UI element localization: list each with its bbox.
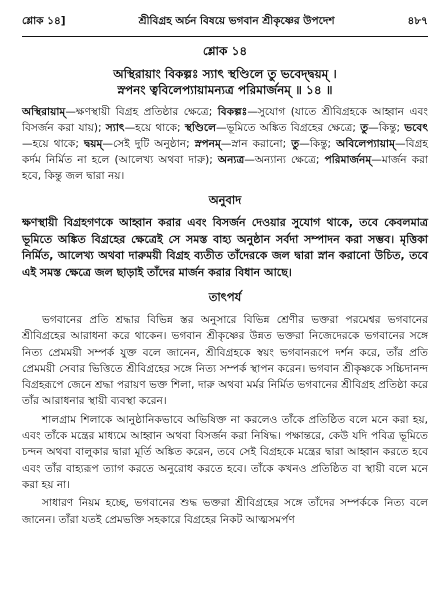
synonym-meaning: —ভূমিতে অঙ্কিত বিগ্রহের ক্ষেত্রে; [216,122,361,134]
synonym-word: দ্বয়ম্ [83,138,103,150]
synonym-word: অস্থিরায়াম্ [22,106,66,118]
synonym-word: অবিলেপ্যায়াম্ [336,138,395,150]
synonym-meaning: —স্নান করানো; [220,138,292,150]
synonym-word: অন্যত্র [217,154,245,166]
synonym-word: স্থণ্ডিলে [184,122,216,134]
synonym-meaning: —কিন্তু; [299,138,337,150]
purport-paragraph: শালগ্রাম শিলাকে আনুষ্ঠানিকভাবে অভিষিক্ত না করলেও তাঁকে প্রতিষ্ঠিত বলে মনে করা হয়, এবং তাঁকে মন্ত্রের মাধ্যমে আহ্বান অথবা বিসর্জন করা নিষিদ্ধ। পক্ষান্তরে, কেউ যদি পবিত্র ভূমিতে চন্দন অথবা বালুকার দ্বারা মূর্তি অঙ্কিত করেন, তবে সেই বিগ্রহকে মন্ত্রের দ্বারা আহ্বান করতে হবে এবং তাঁর বাহ্যরূপ ত্যাগ করতে অনুরোধ করতে হবে। তাঁকে কখনও প্রতিষ্ঠিত বা স্থায়ী বলে মনে করা হয় না। [22,413,428,491]
verse-number: শ্লোক ১৪ [202,44,248,58]
synonym-word: স্যাৎ [105,122,125,134]
synonym-meaning: —হয়ে থাকে; [124,122,185,134]
running-header [22,14,428,32]
synonym-meaning: —হয়ে থাকে; [22,138,84,150]
synonym-word: তু [291,138,300,150]
header-chapter-title: শ্রীবিগ্রহ অর্চন বিষয়ে ভগবান শ্রীকৃষ্ণের উপদেশ [138,15,335,27]
purport-heading: তাৎপর্য [208,290,242,304]
synonym-word: ভবেৎ [404,122,428,134]
synonym-meaning: —সুযোগ (যাতে শ্রীবিগ্রহকে আহ্বান এবং বিসর্জন করা যায়); [22,106,428,134]
synonym-meaning: —অন্যান্য ক্ষেত্রে; [244,154,325,166]
header-verse-ref: শ্লোক ১৪] [22,15,66,27]
book-page [22,14,428,586]
page-number: ৪৮৭ [407,15,428,27]
verse-line-1: অস্থিরায়াং বিকল্পঃ স্যাৎ স্থণ্ডিলে তু ভবেদ্দ্বয়ম্ । [113,67,337,81]
synonym-word: বিকল্পঃ [217,106,248,118]
synonym-meaning: —সেই দুটি অনুষ্ঠান; [102,138,195,150]
translation-heading: অনুবাদ [208,193,242,207]
synonym-meaning: —ক্ষণস্থায়ী বিগ্রহ প্রতিষ্ঠার ক্ষেত্রে; [65,106,218,118]
synonym-meaning: —কিন্তু; [368,122,405,134]
purport-paragraph: সাধারণ নিয়ম হচ্ছে, ভগবানের শুদ্ধ ভক্তরা শ্রীবিগ্রহের সঙ্গে তাঁদের সম্পর্ককে নিত্য বলে জানেন। তাঁরা যতই প্রেমভক্তি সহকারে বিগ্রহের নিকট আত্মসমর্পণ [22,497,428,526]
translation-text: ক্ষণস্থায়ী বিগ্রহগণকে আহ্বান করার এবং বিসর্জন দেওয়ার সুযোগ থাকে, তবে কেবলমাত্র ভূমিতে অঙ্কিত বিগ্রহের ক্ষেত্রেই সে সমস্ত বাহ্য অনুষ্ঠান সর্বদা সম্পাদন করা সম্ভব। মৃত্তিকা নির্মিত, আলেখ্য অথবা দারুময়ী বিগ্রহ ব্যতীত তাঁদেরকে জল দ্বারা স্নান করানো উচিত, তবে এই সমস্ত ক্ষেত্রে জল ছাড়াই তাঁদের মার্জন করার বিধান আছে। [22,216,428,279]
word-for-word-synonyms [22,104,428,184]
synonym-word: পরিমার্জনম্ [324,154,372,166]
verse-line-2: স্নপনং ত্ববিলেপ্যায়ামন্যত্র পরিমার্জনম্ ॥ ১৪ ॥ [117,83,333,97]
synonym-word: স্নপনম্ [194,138,221,150]
header-divider [22,36,428,37]
synonym-word: তু [360,122,369,134]
synonym-meaning: —বিগ্রহ কর্দম নির্মিত না হলে (আলেখ্য অথবা দারু); [22,138,428,166]
purport-paragraph: ভগবানের প্রতি শ্রদ্ধার বিভিন্ন স্তর অনুসারে বিভিন্ন শ্রেণীর ভক্তরা পরমেশ্বর ভগবানের শ্রীবিগ্রহের আরাধনা করে থাকেন। ভগবান শ্রীকৃষ্ণের উন্নত ভক্তরা নিজেদেরকে ভগবানের সঙ্গে নিত্য প্রেমময়ী সম্পর্ক যুক্ত বলে জানেন, শ্রীবিগ্রহকে স্বয়ং ভগবানরূপে দর্শন করে, তাঁর প্রতি প্রেমময়ী সেবার ভিত্তিতে শ্রীবিগ্রহের সঙ্গে নিত্য সম্পর্ক স্থাপন করেন। ভগবান শ্রীকৃষ্ণকে সচ্চিদানন্দ বিগ্রহরূপে জেনে শ্রদ্ধা পরায়ণ ভক্ত শিলা, দারু অথবা মর্মর নির্মিত ভগবানের শ্রীবিগ্রহ প্রতিষ্ঠা করে তাঁর আরাধনার স্থায়ী ব্যবস্থা করেন। [22,314,428,408]
synonym-meaning: —মার্জন করা হবে, কিন্তু জল দ্বারা নয়। [22,154,429,182]
